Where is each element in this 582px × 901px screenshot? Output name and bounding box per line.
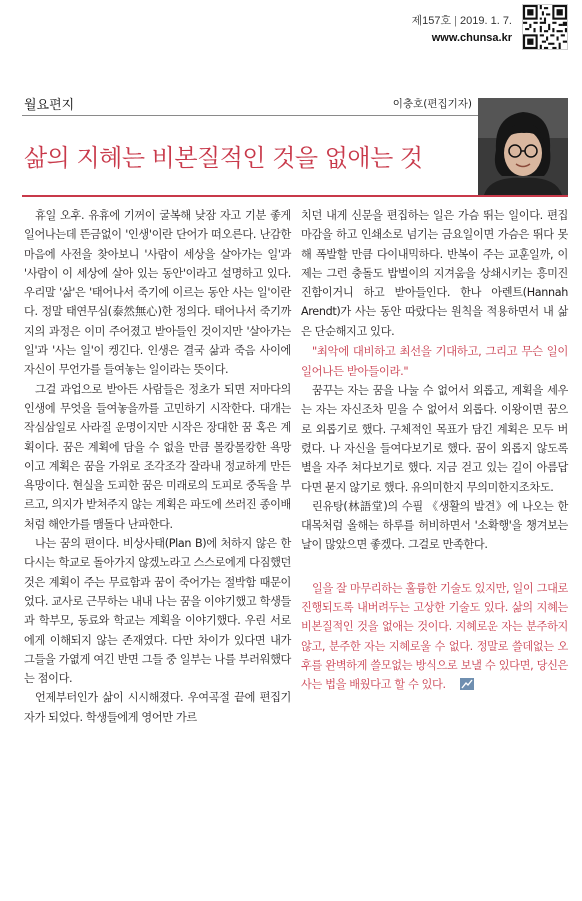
paragraph: 휴일 오후. 유휴에 기꺼이 굴복해 낮잠 자고 기분 좋게 일어나는데 뜬금없이 '인생'이란 단어가 떠오른다. 난감한 마음에 사전을 찾아보니 '사람이 세상을 살아가는 일'과 '사람이 이 세상에 살아 있는 동안'이라고 설명하고 있다. 우리말 '삶'은 '태어나서 죽기에 이르는 동안 사는 일'이란다. 정말 태연무심(泰然無心)한 정의다. 태어나서 죽기까지의 과정은 이미 주어졌고 받아들인 것이지만 '살아가는 일'과 '사는 일'이 켕긴다. 인생은 결국 삶과 죽음 사이에 자신이 무언가를 들여놓는 일이라는 뜻이다.: [24, 209, 291, 377]
paragraph: 나는 꿈의 편이다. 비상사태(Plan B)에 처하지 않은 한 다시는 학교로 돌아가지 않겠노라고 스스로에게 다짐했던 것은 계획이 주는 무료함과 꿈이 죽어가는 절박함 때문이었다. 교사로 근무하는 내내 나는 꿈을 이야기했고 학생들과 학부모, 동료와 학교는 계획을 이야기했다. 우린 서로에게 이해되지 않는 존재였다. 다만 차이가 있다면 내가 그들을 가엾게 여긴 반면 그들 중 일부는 나를 부러워했다는 점이다.: [24, 537, 292, 686]
paragraph: 언제부터인가 삶이 시시해졌다. 우여곡절 끝에 편집기자가 되었다. 학생들에게 영어만 가르: [24, 691, 291, 724]
meta-separator: |: [454, 15, 457, 27]
closing-paragraph: [301, 579, 568, 695]
section-label: 월요편지: [24, 98, 75, 113]
pull-quote: "최악에 대비하고 최선을 기대하고, 그리고 무슨 일이 일어나든 받아들이라.": [301, 344, 568, 379]
qr-code-icon[interactable]: [522, 4, 568, 50]
author-byline: 이충호(편집기자): [392, 98, 472, 110]
title-divider: [22, 195, 568, 197]
article-column-left: [24, 206, 291, 727]
issue-date: 2019. 1. 7.: [460, 15, 512, 27]
website-url[interactable]: www.chunsa.kr: [431, 32, 512, 44]
paragraph: 치던 내게 신문을 편집하는 일은 가슴 뛰는 일이다. 편집 마감을 하고 인쇄소로 넘기는 금요일이면 가슴은 뛰다 못해 폭발할 만큼 다이내믹하다. 반복이 주는 교훈일까, 이제는 그런 충돌도 밥벌이의 지겨움을 상쇄시키는 흥미진진함이거니 하고 받아들인다. 한나 아렌트(Hannah Arendt)가 사는 동안 따랐다는 원칙을 적용하면서 내 삶은 단순해지고 있다.: [301, 209, 568, 338]
paragraph: 꿈꾸는 자는 꿈을 나눌 수 없어서 외롭고, 계획을 세우는 자는 자신조차 믿을 수 없어서 외롭다. 이왕이면 꿈으로 외롭기로 했다. 구체적인 목표가 담긴 계획은 모두 버렸다. 나 자신을 들여다보기로 했다. 꿈이 외롭지 않도록 별을 자주 쳐다보기로 했다. 지금 걷고 있는 길이 아름답다면 묻지 않기로 했다. 유의미한지 무의미한지조차도.: [301, 384, 568, 494]
end-mark-icon: [449, 677, 463, 689]
article-column-right: [301, 206, 568, 695]
article-title: 삶의 지혜는 비본질적인 것을 없애는 것: [24, 144, 423, 172]
issue-meta: [312, 12, 512, 28]
header-divider: [22, 115, 478, 116]
paragraph: 린유탕(林語堂)의 수필 《생활의 발견》에 나오는 한 대목처럼 올해는 하루를 허비하면서 '소확행'을 챙겨보는 날이 많았으면 좋겠다. 그걸로 만족한다.: [301, 499, 568, 552]
closing-text: 일을 잘 마무리하는 훌륭한 기술도 있지만, 일이 그대로 진행되도록 내버려두는 고상한 기술도 있다. 삶의 지혜는 비본질적인 것을 없애는 것이다. 지혜로운 자는 분주하지 않고, 분주한 자는 지혜로울 수 없다. 정말로 쓸데없는 오후를 완벽하게 쓸모없는 방식으로 보낼 수 있다면, 당신은 사는 법을 배웠다고 할 수 있다.: [301, 581, 568, 692]
issue-number: 제157호: [411, 15, 452, 27]
author-photo: [478, 98, 568, 195]
paragraph: 그걸 과업으로 받아든 사람들은 정초가 되면 저마다의 인생에 무엇을 들여놓을까를 고민하기 시작한다. 대개는 작심삼일로 사라질 운명이지만 시작은 장대한 꿈 혹은 계획이다. 꿈은 계획에 담을 수 없을 만큼 몰캉몰캉한 욕망이고 계획은 꿈을 가위로 조각조각 잘라내 정교하게 만든 욕망이다. 현실을 도피한 꿈은 미래로의 도피로 중독을 부르고, 의지가 받쳐주지 않는 계획은 파도에 쓰러진 종이배처럼 해안가를 맴돌다 난파한다.: [24, 382, 291, 531]
